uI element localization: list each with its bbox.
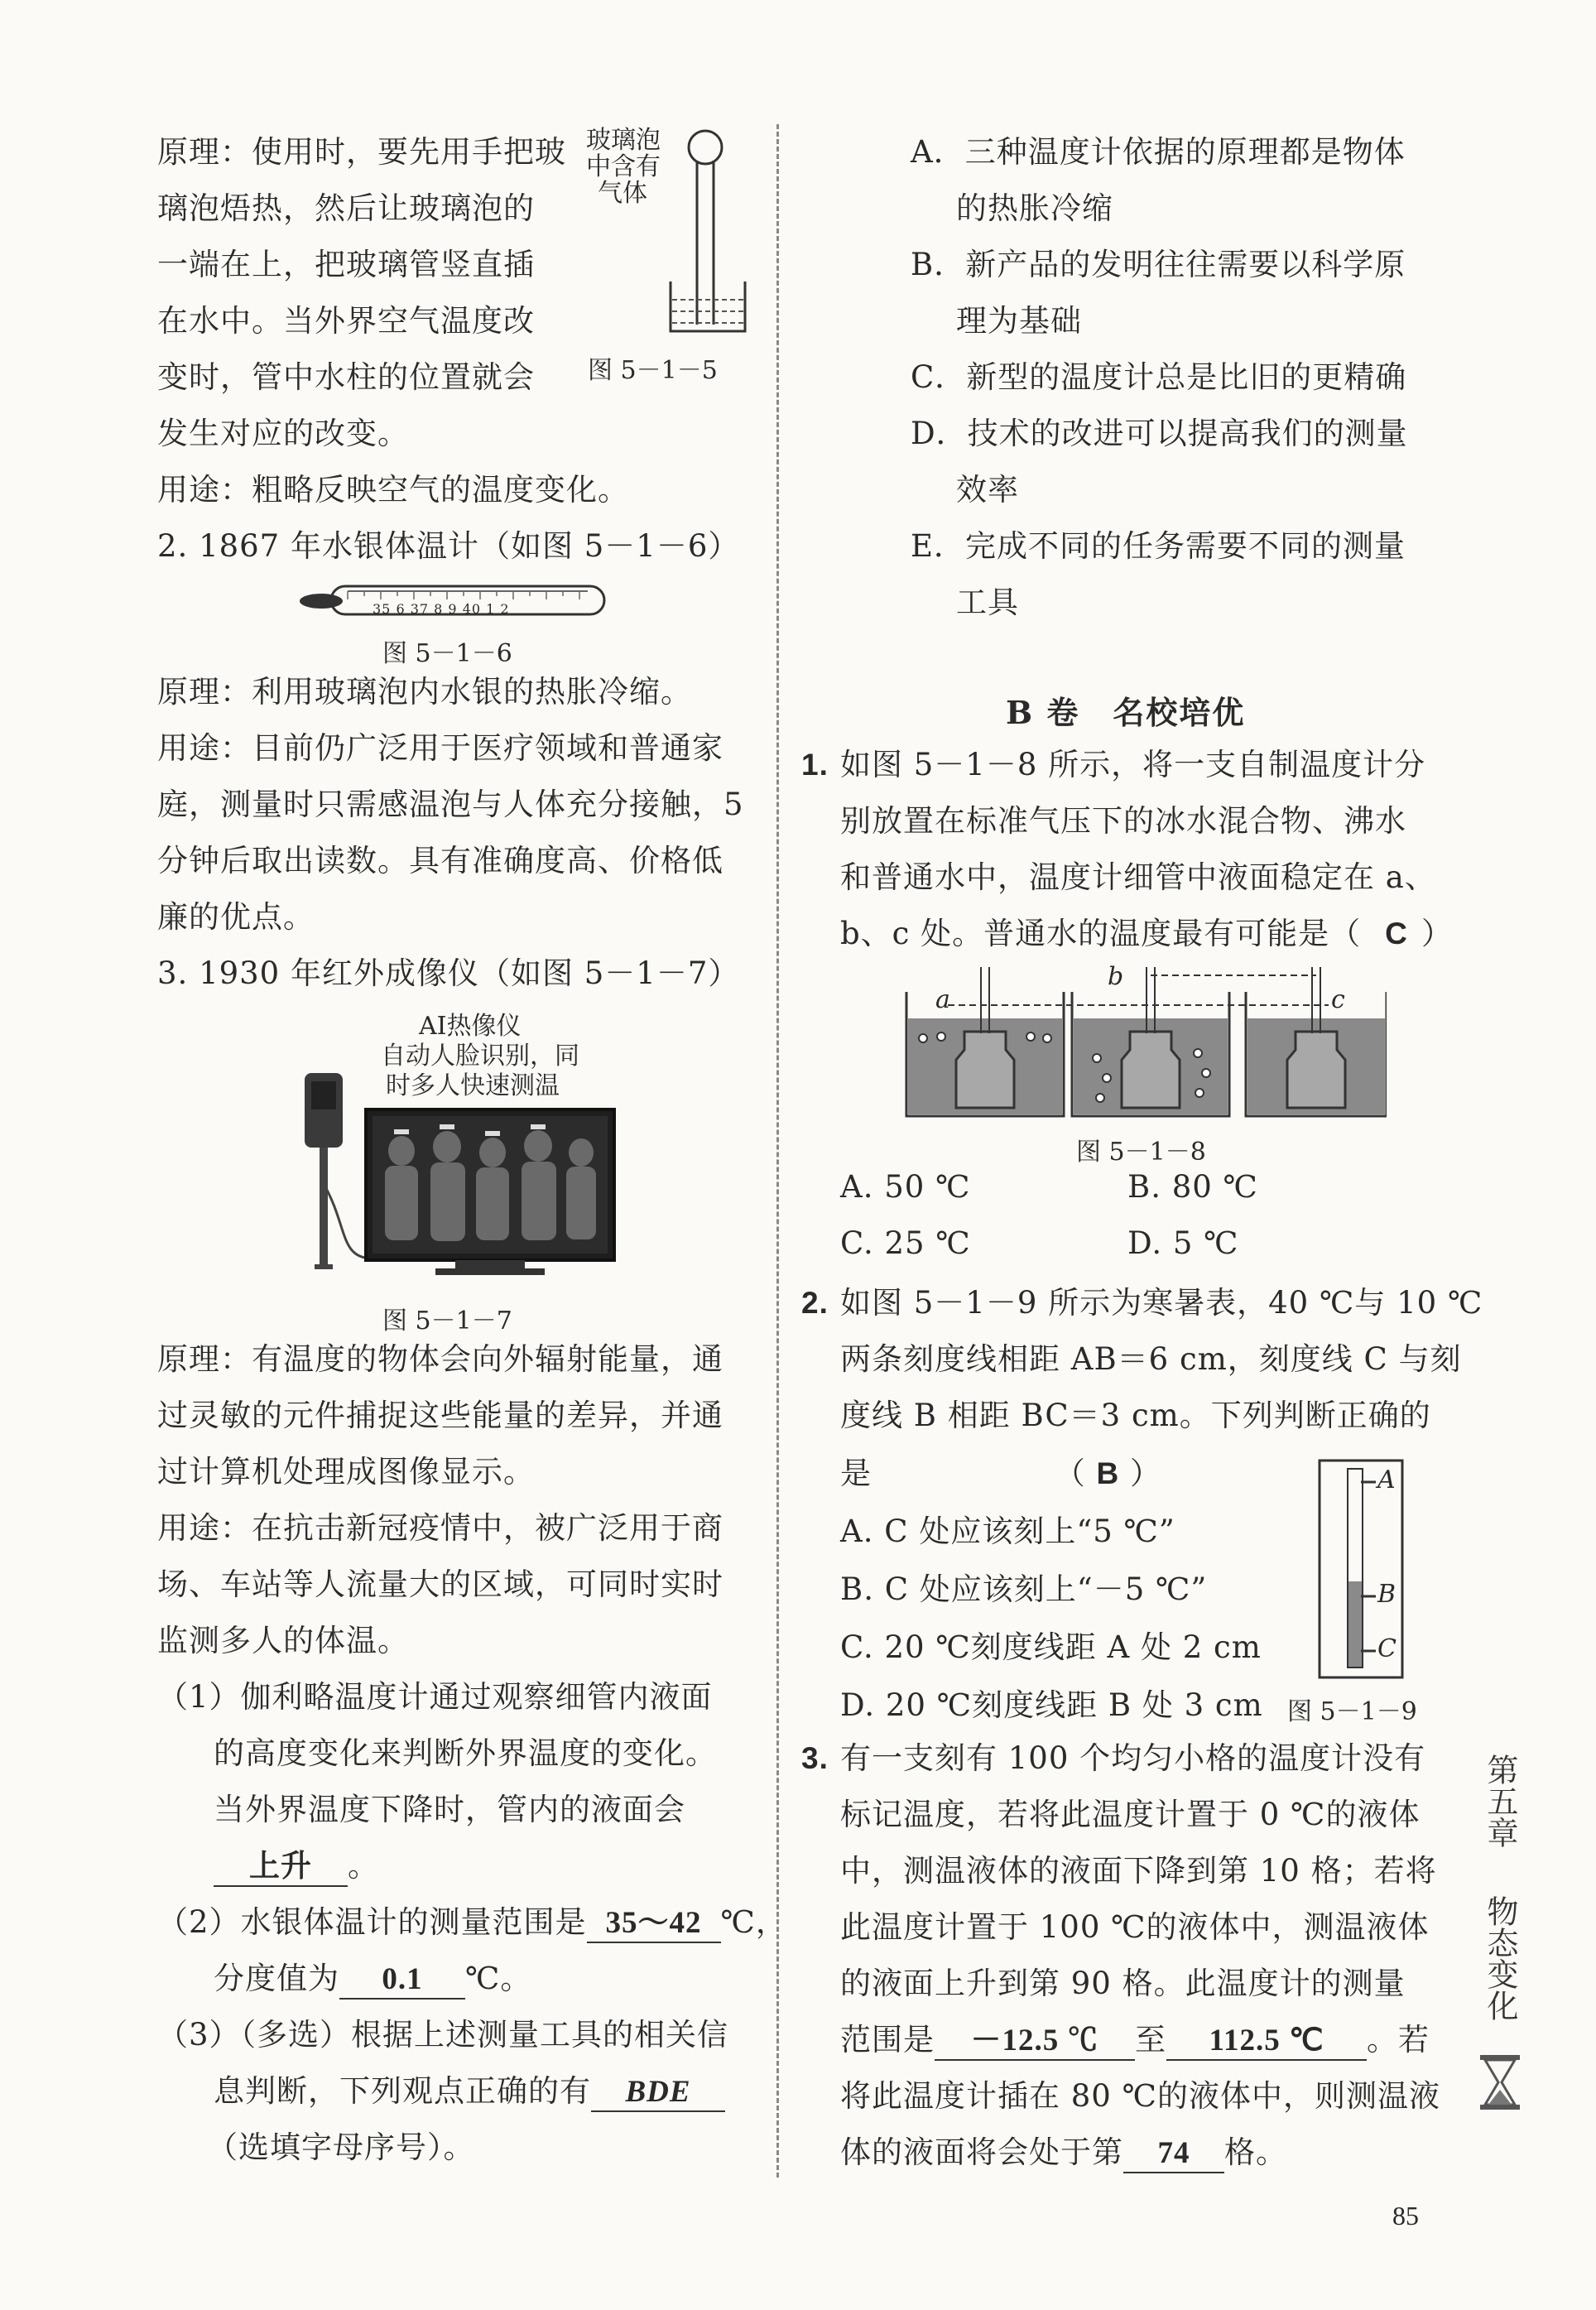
galileo-thermometer-figure xyxy=(579,124,753,348)
option-e-1: E．完成不同的任务需要不同的测量 xyxy=(911,528,1406,564)
ir-use-3: 监测多人的体温。 xyxy=(157,1623,409,1658)
q1-answer: 上升 xyxy=(214,1849,348,1887)
fig6-caption: 图 5－1－6 xyxy=(382,639,512,668)
q1-line-2: 的高度变化来判断外界温度的变化。 xyxy=(214,1735,717,1771)
mercury-use-3: 分钟后取出读数。具有准确度高、价格低 xyxy=(157,843,723,878)
option-c: C．新型的温度计总是比旧的更精确 xyxy=(911,359,1407,395)
chapter-title: 物态变化 xyxy=(1482,1895,1518,2021)
fig8-label-c: c xyxy=(1331,985,1345,1014)
b3-last-suffix: 格。 xyxy=(1224,2134,1287,2170)
b1-line-4 xyxy=(840,906,1453,962)
fig9-caption: 图 5－1－9 xyxy=(1287,1697,1417,1726)
ir-principle-1: 原理：有温度的物体会向外辐射能量，通 xyxy=(157,1341,723,1377)
option-b-2: 理为基础 xyxy=(956,303,1082,339)
b3-line-4: 此温度计置于 100 ℃的液体中，测温液体 xyxy=(840,1909,1430,1945)
b2-last-prefix: 是 xyxy=(840,1456,872,1491)
galileo-principle-2: 璃泡焐热，然后让玻璃泡的 xyxy=(157,190,535,226)
b3-range-suffix: 。若 xyxy=(1367,2022,1430,2057)
b2-line-4 xyxy=(840,1446,1161,1502)
option-a-2: 的热胀冷缩 xyxy=(956,190,1113,226)
mercury-use-4: 廉的优点。 xyxy=(157,899,315,935)
b1-line-3: 和普通水中，温度计细管中液面稳定在 a、 xyxy=(840,859,1436,895)
b1-line-2: 别放置在标准气压下的冰水混合物、沸水 xyxy=(840,803,1406,839)
b1-line-1: 如图 5－1－8 所示，将一支自制温度计分 xyxy=(840,747,1426,782)
b3-line-2: 标记温度，若将此温度计置于 0 ℃的液体 xyxy=(840,1797,1421,1832)
galileo-principle-5: 变时，管中水柱的位置就会 xyxy=(157,359,535,395)
page-number: 85 xyxy=(1392,2201,1419,2231)
mercury-use-2: 庭，测量时只需感温泡与人体充分接触，5 xyxy=(157,787,744,822)
galileo-principle-3: 一端在上，把玻璃管竖直插 xyxy=(157,247,535,282)
q1-line-3: 当外界温度下降时，管内的液面会 xyxy=(214,1792,685,1827)
b2-choice-d: D. 20 ℃刻度线距 B 处 3 cm xyxy=(840,1687,1263,1723)
mercury-use-1: 用途：目前仍广泛用于医疗领域和普通家 xyxy=(157,730,723,766)
ir-principle-3: 过计算机处理成图像显示。 xyxy=(157,1454,535,1489)
q2-line-2 xyxy=(214,1951,531,2007)
mercury-principle: 原理：利用玻璃泡内水银的热胀冷缩。 xyxy=(157,674,692,710)
infrared-imager-drawing xyxy=(290,1060,621,1292)
hourglass-icon xyxy=(1477,2053,1523,2111)
fig8-label-b: b xyxy=(1108,962,1124,991)
ir-use-2: 场、车站等人流量大的区域，可同时实时 xyxy=(157,1566,723,1602)
b3-answer-high: 112.5 ℃ xyxy=(1166,2023,1367,2061)
b2-line-1: 如图 5－1－9 所示为寒暑表，40 ℃与 10 ℃ xyxy=(840,1285,1483,1321)
option-e-2: 工具 xyxy=(956,585,1019,620)
b2-line-2: 两条刻度线相距 AB＝6 cm，刻度线 C 与刻 xyxy=(840,1341,1462,1377)
q3-line2-prefix: 息判断，下列观点正确的有 xyxy=(214,2073,591,2109)
b3-line-3: 中，测温液体的液面下降到第 10 格；若将 xyxy=(840,1853,1437,1889)
b3-answer-grid: 74 xyxy=(1123,2135,1224,2173)
b3-line-5: 的液面上升到第 90 格。此温度计的测量 xyxy=(840,1966,1406,2001)
ir-principle-2: 过灵敏的元件捕捉这些能量的差异，并通 xyxy=(157,1398,723,1433)
ai-label-2: 自动人脸识别，同 xyxy=(381,1042,579,1071)
galileo-thermometer-drawing xyxy=(579,124,753,348)
b2-choice-b: B. C 处应该刻上“－5 ℃” xyxy=(840,1571,1208,1607)
q2-prefix: （2）水银体温计的测量范围是 xyxy=(157,1904,587,1940)
b2-choice-c: C. 20 ℃刻度线距 A 处 2 cm xyxy=(840,1629,1262,1665)
b1-choice-a: A. 50 ℃ xyxy=(840,1169,971,1205)
bulb-label-2: 中含有 xyxy=(586,152,661,181)
q3-line-3: （选填字母序号）。 xyxy=(207,2130,475,2165)
q1-line-1: （1）伽利略温度计通过观察细管内液面 xyxy=(157,1679,713,1715)
fig9-label-c: C xyxy=(1377,1634,1396,1663)
b3-answer-low: －12.5 ℃ xyxy=(935,2023,1135,2061)
b3-line-7: 将此温度计插在 80 ℃的液体中，则测温液 xyxy=(840,2078,1440,2114)
b1-choice-b: B. 80 ℃ xyxy=(1127,1169,1258,1205)
bulb-label-1: 玻璃泡 xyxy=(586,126,661,155)
b2-answer: B xyxy=(1096,1456,1120,1490)
chapter-label: 第五章 xyxy=(1482,1754,1518,1848)
b1-number: 1. xyxy=(801,748,829,782)
column-divider xyxy=(776,124,779,2178)
b3-last-prefix: 体的液面将会处于第 xyxy=(840,2134,1123,2170)
q3-line-1: （3）（多选）根据上述测量工具的相关信 xyxy=(157,2017,729,2053)
option-d-1: D．技术的改进可以提高我们的测量 xyxy=(911,416,1408,451)
fig9-label-a: A xyxy=(1377,1465,1396,1494)
q2-line2-prefix: 分度值为 xyxy=(214,1961,339,1996)
fig7-caption: 图 5－1－7 xyxy=(382,1307,512,1335)
b2-choice-a: A. C 处应该刻上“5 ℃” xyxy=(840,1514,1175,1549)
b3-line-8 xyxy=(840,2125,1287,2181)
galileo-principle-4: 在水中。当外界空气温度改 xyxy=(157,303,535,339)
b3-range-mid: 至 xyxy=(1135,2022,1166,2057)
b3-line-6 xyxy=(840,2012,1430,2068)
item3-title: 3. 1930 年红外成像仪（如图 5－1－7） xyxy=(157,955,740,991)
q1-end: 。 xyxy=(348,1848,379,1884)
mercury-tick-labels: 35 6 37 8 9 40 1 2 xyxy=(373,601,510,617)
q1-answer-line xyxy=(214,1838,379,1894)
fig9-label-b: B xyxy=(1377,1580,1396,1609)
option-b-1: B．新产品的发明往往需要以科学原 xyxy=(911,247,1406,282)
option-d-2: 效率 xyxy=(956,472,1019,508)
galileo-use: 用途：粗略反映空气的温度变化。 xyxy=(157,472,629,508)
fig8-caption: 图 5－1－8 xyxy=(1076,1138,1206,1167)
q2-mid: ℃， xyxy=(720,1904,787,1940)
fig5-caption: 图 5－1－5 xyxy=(588,356,718,385)
option-a-1: A．三种温度计依据的原理都是物体 xyxy=(911,134,1406,170)
b1-last-prefix: b、c 处。普通水的温度最有可能是（ xyxy=(840,916,1362,951)
bulb-label-3: 气体 xyxy=(598,179,647,208)
ai-label-1: AI热像仪 xyxy=(419,1012,522,1041)
b1-last-suffix: ） xyxy=(1421,916,1453,951)
q3-answer: BDE xyxy=(591,2074,725,2112)
b3-number: 3. xyxy=(801,1741,829,1775)
b1-answer: C xyxy=(1385,917,1408,950)
b1-choice-d: D. 5 ℃ xyxy=(1127,1225,1239,1261)
q2-answer-range: 35～42 xyxy=(587,1905,721,1943)
chapter-side-tab xyxy=(1475,1739,1525,2120)
q2-answer-div: 0.1 xyxy=(339,1961,465,2000)
galileo-principle-1: 原理：使用时，要先用手把玻 xyxy=(157,134,566,170)
q2-line-1 xyxy=(157,1894,787,1951)
b2-answer-paren: （ B ） xyxy=(1054,1456,1161,1491)
galileo-principle-6: 发生对应的改变。 xyxy=(157,416,409,451)
item2-title: 2. 1867 年水银体温计（如图 5－1－6） xyxy=(157,528,740,564)
b2-number: 2. xyxy=(801,1286,829,1320)
fig8-drawing xyxy=(898,967,1387,1124)
q3-line-2 xyxy=(214,2063,725,2120)
ir-use-1: 用途：在抗击新冠疫情中，被广泛用于商 xyxy=(157,1510,723,1546)
b2-line-3: 度线 B 相距 BC＝3 cm。下列判断正确的 xyxy=(840,1398,1431,1433)
q2-end: ℃。 xyxy=(465,1961,532,1996)
section-b-title: B 卷 名校培优 xyxy=(1006,694,1246,731)
fig8-label-a: a xyxy=(935,985,950,1014)
b1-choice-c: C. 25 ℃ xyxy=(840,1225,971,1261)
b3-range-prefix: 范围是 xyxy=(840,2022,935,2057)
b3-line-1: 有一支刻有 100 个均匀小格的温度计没有 xyxy=(840,1740,1426,1776)
ai-label-3: 时多人快速测温 xyxy=(386,1071,560,1100)
